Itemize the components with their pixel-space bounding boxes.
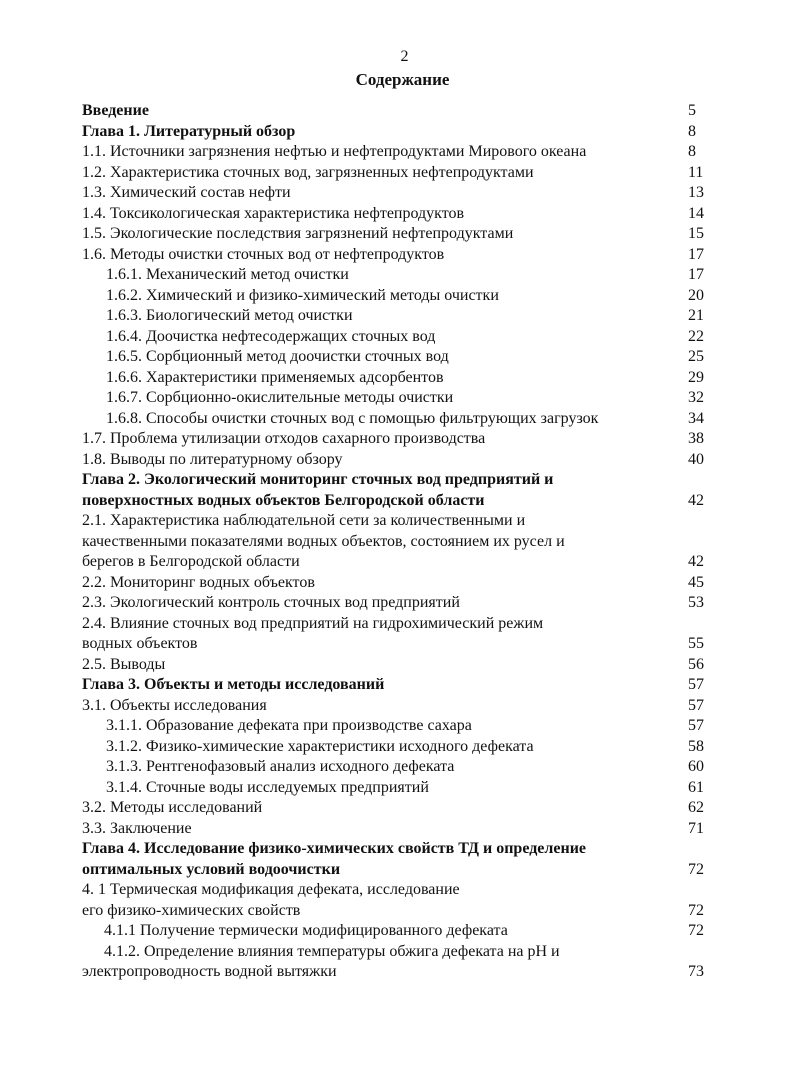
- toc-entry-line: 3.3. Заключение: [82, 819, 192, 837]
- toc-entry: [82, 347, 718, 368]
- toc-entry-page: 34: [688, 409, 704, 427]
- toc-entry: [82, 675, 718, 696]
- toc-entry-page: 57: [688, 717, 704, 734]
- toc-entry-page: 15: [688, 225, 704, 242]
- toc-entry: [82, 163, 718, 184]
- toc-entry: [82, 798, 718, 819]
- toc-entry-line: 1.2. Характеристика сточных вод, загрязненных нефтепродуктами: [82, 163, 534, 181]
- toc-entry-page: 58: [688, 737, 704, 755]
- toc-entry-line: 3.1.1. Образование дефеката при производстве сахара: [106, 717, 472, 734]
- toc-entry: [82, 778, 718, 799]
- toc-entry-title: [82, 921, 688, 942]
- toc-entry-title: [82, 942, 688, 983]
- toc-entry-page: 72: [688, 922, 704, 939]
- toc-entry-title: [82, 368, 688, 389]
- toc-entry: [82, 409, 718, 430]
- toc-entry-line: 3.1.2. Физико-химические характеристики исходного дефеката: [106, 737, 534, 755]
- toc-entry-page: 38: [688, 430, 704, 447]
- toc-entry-line: 1.3. Химический состав нефти: [82, 184, 291, 201]
- toc-entry: [82, 122, 718, 143]
- toc-entry: [82, 614, 718, 655]
- toc-entry-page: 57: [688, 676, 704, 693]
- toc-entry-title: [82, 429, 688, 450]
- toc-entry-page: 32: [688, 389, 704, 406]
- toc-entry-title: [82, 511, 688, 573]
- toc-entry-page: 57: [688, 696, 704, 714]
- toc-entry-title: [82, 306, 688, 327]
- toc-entry-line: 3.1.4. Сточные воды исследуемых предприятий: [106, 778, 429, 796]
- toc-entry-page: 17: [688, 266, 704, 283]
- toc-entry-line: качественными показателями водных объектов, состоянием их русел и: [82, 532, 565, 550]
- toc-entry-line: 1.6.3. Биологический метод очистки: [106, 307, 353, 324]
- toc-entry-line: 1.5. Экологические последствия загрязнений нефтепродуктами: [82, 225, 514, 242]
- toc-entry-page: 72: [688, 901, 704, 919]
- toc-entry-title: [82, 388, 688, 409]
- toc-entry-line: Глава 4. Исследование физико-химических свойств ТД и определение: [82, 840, 587, 857]
- toc-entry-title: [82, 696, 688, 717]
- toc-entry-title: [82, 265, 688, 286]
- toc-entry-line: 1.6.5. Сорбционный метод доочистки сточных вод: [106, 348, 449, 365]
- toc-entry-line: 4. 1 Термическая модификация дефеката, исследование: [82, 881, 460, 898]
- toc-entry-line: поверхностных водных объектов Белгородской области: [82, 491, 485, 509]
- toc-entry-page: 21: [688, 307, 704, 324]
- toc-entry-page: 11: [688, 163, 704, 181]
- toc-entry-line: водных объектов: [82, 635, 198, 652]
- toc-entry-title: [82, 798, 688, 819]
- toc-entry: [82, 573, 718, 594]
- toc-entry-title: [82, 450, 688, 471]
- toc-entry-line: 1.7. Проблема утилизации отходов сахарного производства: [82, 430, 486, 447]
- toc-entry-page: 8: [688, 122, 696, 140]
- toc-entry-line: Введение: [82, 102, 149, 119]
- toc-entry-line: Глава 2. Экологический мониторинг сточных вод предприятий и: [82, 471, 554, 488]
- toc-entry-title: [82, 675, 688, 696]
- toc-entry: [82, 470, 718, 511]
- toc-entry-page: 56: [688, 655, 704, 673]
- toc-entry-page: 61: [688, 778, 704, 796]
- toc-entry-title: [82, 716, 688, 737]
- toc-entry-page: 72: [688, 860, 704, 878]
- toc-entry-page: 42: [688, 553, 704, 570]
- toc-entry-title: [82, 224, 688, 245]
- toc-entry-page: 40: [688, 450, 704, 468]
- toc-entry-line: Глава 1. Литературный обзор: [82, 122, 296, 140]
- toc-entry: [82, 921, 718, 942]
- toc-entry: [82, 429, 718, 450]
- toc-entry-line: 3.2. Методы исследований: [82, 799, 263, 816]
- toc-entry-line: 1.8. Выводы по литературному обзору: [82, 450, 343, 468]
- toc-entry-page: 29: [688, 368, 704, 386]
- toc-entry-page: 17: [688, 245, 704, 263]
- toc-entry-line: 2.5. Выводы: [82, 655, 166, 673]
- toc-entry: [82, 245, 718, 266]
- toc-entry-title: [82, 614, 688, 655]
- toc-entry-title: [82, 757, 688, 778]
- toc-entry-title: [82, 593, 688, 614]
- toc-entry-title: [82, 347, 688, 368]
- page-title: Содержание: [355, 70, 450, 89]
- toc-entry-line: 1.4. Токсикологическая характеристика нефтепродуктов: [82, 204, 465, 222]
- toc-entry-line: берегов в Белгородской области: [82, 553, 300, 570]
- toc-entry-title: [82, 122, 688, 143]
- page-number: 2: [400, 48, 409, 65]
- toc-entry-line: 1.6.6. Характеристики применяемых адсорбентов: [106, 368, 444, 386]
- toc-entry: [82, 716, 718, 737]
- toc-entry: [82, 142, 718, 163]
- toc-entry: [82, 696, 718, 717]
- toc-entry-title: [82, 655, 688, 676]
- toc-entry-title: [82, 819, 688, 840]
- toc-entry-title: [82, 470, 688, 511]
- toc-entry-line: Глава 3. Объекты и методы исследований: [82, 676, 385, 693]
- toc-entry: [82, 183, 718, 204]
- toc-entry-line: 4.1.1 Получение термически модифицированного дефеката: [104, 922, 508, 939]
- toc-entry-page: 14: [688, 204, 704, 222]
- table-of-contents: [82, 101, 718, 983]
- toc-entry-page: 13: [688, 184, 704, 201]
- toc-entry-page: 60: [688, 758, 704, 775]
- toc-entry-title: [82, 409, 688, 430]
- toc-entry: [82, 880, 718, 921]
- toc-entry-title: [82, 101, 688, 122]
- toc-entry-title: [82, 573, 688, 594]
- toc-entry-line: 2.3. Экологический контроль сточных вод предприятий: [82, 594, 460, 611]
- toc-entry-line: 1.1. Источники загрязнения нефтью и нефтепродуктами Мирового океана: [82, 143, 587, 160]
- toc-entry-title: [82, 737, 688, 758]
- toc-entry-page: 42: [688, 491, 704, 509]
- toc-entry: [82, 450, 718, 471]
- toc-entry-line: электропроводность водной вытяжки: [82, 963, 337, 980]
- toc-entry-line: оптимальных условий водоочистки: [82, 860, 341, 878]
- toc-entry-title: [82, 778, 688, 799]
- toc-entry: [82, 593, 718, 614]
- toc-entry: [82, 839, 718, 880]
- toc-entry-line: 1.6.1. Механический метод очистки: [106, 266, 349, 283]
- toc-entry: [82, 757, 718, 778]
- toc-entry: [82, 942, 718, 983]
- toc-entry: [82, 101, 718, 122]
- toc-entry: [82, 286, 718, 307]
- toc-entry: [82, 327, 718, 348]
- toc-entry-line: 3.1.3. Рентгенофазовый анализ исходного дефеката: [106, 758, 455, 775]
- toc-entry-line: 2.1. Характеристика наблюдательной сети за количественными и: [82, 512, 526, 529]
- toc-entry: [82, 204, 718, 225]
- toc-entry-page: 25: [688, 348, 704, 365]
- toc-entry-line: 1.6. Методы очистки сточных вод от нефтепродуктов: [82, 245, 445, 263]
- toc-entry: [82, 819, 718, 840]
- toc-entry-page: 8: [688, 143, 696, 160]
- toc-entry-title: [82, 327, 688, 348]
- toc-entry: [82, 224, 718, 245]
- toc-entry-line: 1.6.4. Доочистка нефтесодержащих сточных вод: [106, 327, 436, 345]
- toc-entry-page: 53: [688, 594, 704, 611]
- toc-entry-page: 62: [688, 799, 704, 816]
- toc-entry: [82, 511, 718, 573]
- toc-entry-title: [82, 142, 688, 163]
- toc-entry-line: 1.6.2. Химический и физико-химический методы очистки: [106, 286, 499, 304]
- toc-entry-line: 1.6.8. Способы очистки сточных вод с помощью фильтрующих загрузок: [106, 409, 599, 427]
- toc-entry-title: [82, 183, 688, 204]
- toc-entry-page: 22: [688, 327, 704, 345]
- toc-entry-line: 2.4. Влияние сточных вод предприятий на гидрохимический режим: [82, 614, 544, 632]
- toc-entry: [82, 306, 718, 327]
- toc-entry: [82, 737, 718, 758]
- toc-entry: [82, 655, 718, 676]
- toc-entry: [82, 368, 718, 389]
- toc-entry: [82, 388, 718, 409]
- toc-entry-line: его физико-химических свойств: [82, 901, 301, 919]
- toc-entry-title: [82, 245, 688, 266]
- toc-entry-title: [82, 163, 688, 184]
- toc-entry-page: 71: [688, 819, 704, 837]
- toc-entry-page: 55: [688, 635, 704, 652]
- toc-entry-title: [82, 839, 688, 880]
- toc-entry-line: 2.2. Мониторинг водных объектов: [82, 573, 315, 591]
- toc-entry-line: 1.6.7. Сорбционно-окислительные методы очистки: [106, 389, 454, 406]
- toc-entry: [82, 265, 718, 286]
- toc-entry-page: 20: [688, 286, 704, 304]
- toc-entry-page: 5: [688, 102, 696, 119]
- toc-entry-title: [82, 286, 688, 307]
- toc-entry-page: 73: [688, 963, 704, 980]
- toc-entry-title: [82, 204, 688, 225]
- toc-entry-page: 45: [688, 573, 704, 591]
- toc-entry-line: 4.1.2. Определение влияния температуры обжига дефеката на pH и: [104, 942, 560, 960]
- toc-entry-title: [82, 880, 688, 921]
- toc-entry-line: 3.1. Объекты исследования: [82, 696, 267, 714]
